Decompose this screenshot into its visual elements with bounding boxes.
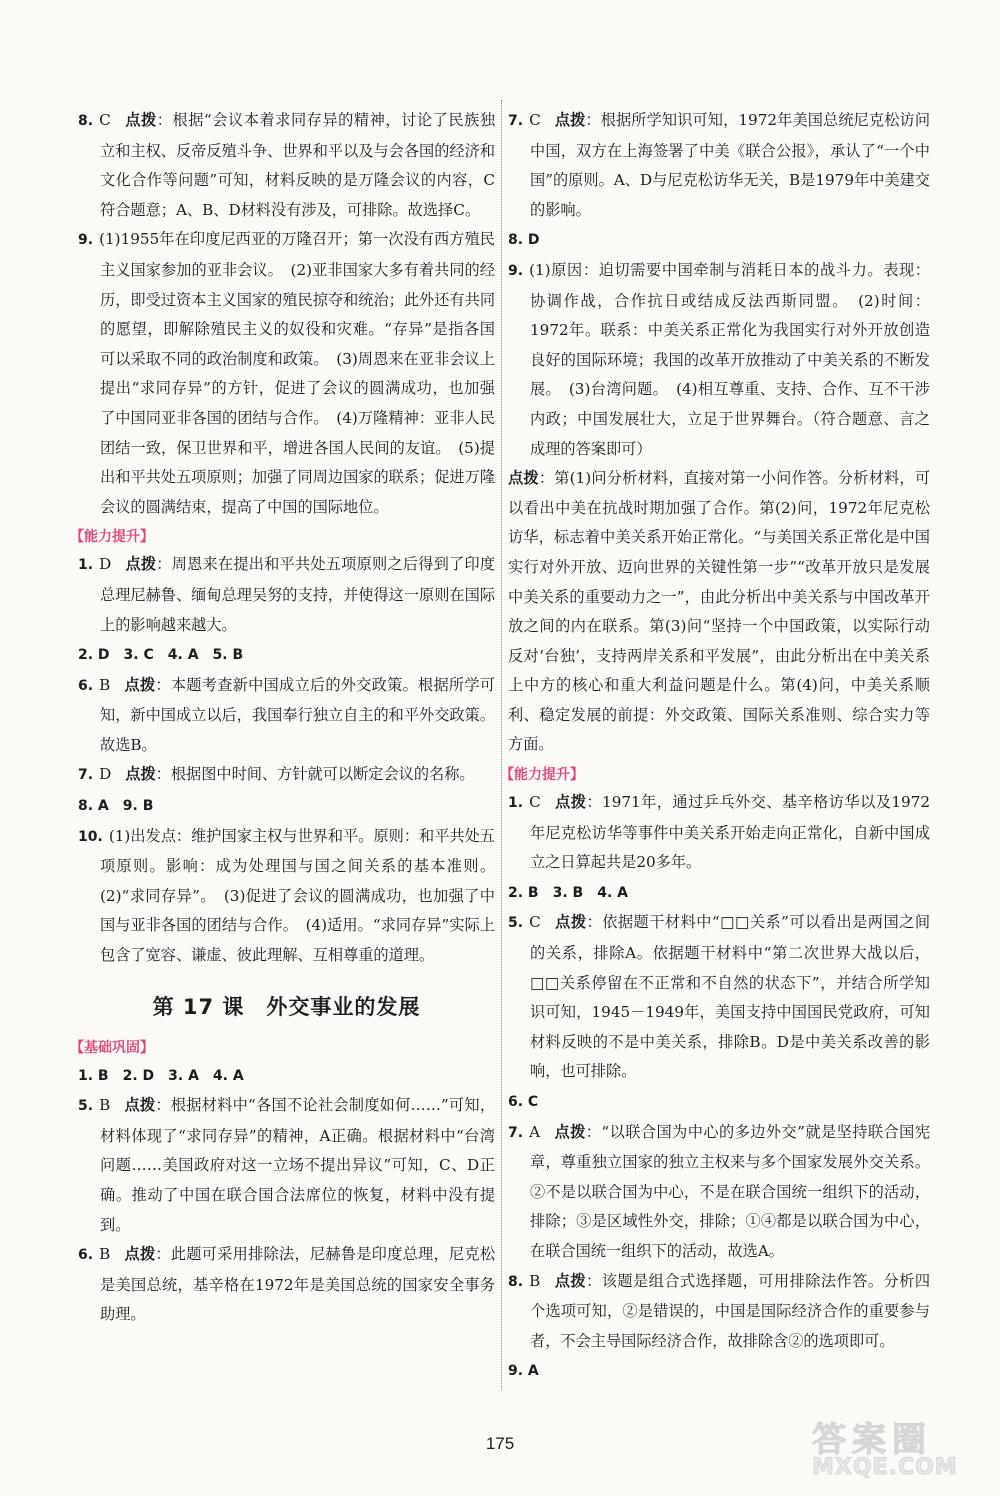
answer-item [508, 225, 930, 256]
tip-label: 点拨 [554, 111, 586, 129]
answer-choice: C [529, 111, 541, 129]
answer-number: 5. [78, 1098, 94, 1115]
answer-item [78, 106, 495, 225]
answer-choice: B [529, 1271, 541, 1290]
analysis-text: ：第(1)问分析材料，直接对第一小问作答。分析材料，可以看出中美在抗战时期加强了合作。第(2)问，1972年尼克松访华，标志着中美关系开始正常化。“与美国关系正常化是中国实行对外开放、迈向世界的关键性第一步”“改革开放只是发展中美关系的重要动力之一”，由此分析出中美关系与中国改革开放之间的内在联系。第(3)问“坚持一个中国政策，以实际行动反对‘台独’，支持两岸关系和平发展”，由此分析出在中美关系上中方的核心和重大利益问题是什么。第(4)问，中美关系顺利、稳定发展的前提：外交政策、国际关系准则、综合实力等方面。 [508, 469, 931, 754]
watermark-logo [812, 1412, 992, 1492]
answer-choice: B [99, 1096, 111, 1115]
answer-short: 9. A [508, 1363, 539, 1380]
answer-number: 6. [78, 1247, 94, 1264]
answer-item [508, 106, 930, 225]
answer-text: (1)出发点：维护国家主权与世界和平。原则：和平共处五项原则。影响：成为处理国与国之间关系的基本准则。(2)“求同存异”。 (3)促进了会议的圆满成功，也加强了中国与亚非各国的团结与合作。 (4)适用。“求同存异”实际上包含了宽容、谦虚、彼此理解、互相尊重的道理。 [100, 826, 495, 965]
answer-number: 8. [78, 113, 94, 129]
left-column [70, 106, 496, 1330]
answer-item [508, 1267, 930, 1357]
watermark-bottom: MXQE.COM [812, 1455, 958, 1480]
tip-label: 点拨 [124, 675, 156, 694]
answer-number: 1. [78, 557, 94, 574]
answer-text: (1)1955年在印度尼西亚的万隆召开；第一次没有西方殖民主义国家参加的亚非会议。 (2)亚非国家大多有着共同的经历，即受过资本主义国家的殖民掠夺和统治；此外还有共同的愿望，即解除殖民主义的奴役和灾难。“存异”是指各国可以采取不同的政治制度和政策。 (3)周恩来在亚非会议上提出“求同存异”的方针，促进了会议的圆满成功，也加强了中国同亚非各国的团结与合作。 (4)万隆精神：亚非人民团结一致，保卫世界和平，增进各国人民间的友谊。 (5)提出和平共处五项原则；加强了同周边国家的联系；促进万隆会议的圆满结束，提高了中国的国际地位。 [99, 230, 495, 516]
answer-text: ：依据题干材料中“□□关系”可以看出是两国之间的关系，排除A。依据题干材料中“第二次世界大战以后，□□关系停留在不正常和不自然的状态下”，并结合所学知识可知，1945－1949年，美国支持中国国民党政府，可知材料反映的不是中美关系，排除B。D是中美关系改善的影响，也可排除。 [530, 913, 931, 1081]
answer-short: 8. A 9. B [78, 798, 154, 815]
answer-item [508, 1087, 930, 1118]
tip-label: 点拨 [554, 1122, 586, 1141]
answer-item [78, 1091, 495, 1240]
answer-text: (1)原因：迫切需要中国牵制与消耗日本的战斗力。表现：协调作战，合作抗日或结成反法西斯同盟。 (2)时间：1972年。联系：中美关系正常化为我国实行对外开放创造良好的国际环境；我国的改革开放推动了中美关系的不断发展。 (3)台湾问题。 (4)相互尊重、支持、合作、互不干涉内政；中国发展壮大，立足于世界舞台。（符合题意、言之成理的答案即可） [529, 260, 930, 458]
section-heading: 【能力提升】 [70, 529, 154, 546]
section-heading: 【能力提升】 [500, 767, 584, 784]
answer-text: ：根据所学知识可知，1972年美国总统尼克松访问中国，双方在上海签署了中美《联合公报》，承认了“一个中国”的原则。A、D与尼克松访华无关，B是1979年中美建交的影响。 [530, 111, 931, 219]
answer-number: 7. [78, 767, 94, 784]
answer-text: ：“以联合国为中心的多边外交”就是坚持联合国宪章，尊重独立国家的独立主权来与多个国家发展外交关系。②不是以联合国为中心，不是在联合国统一组织下的活动，排除；③是区域性外交，排除；①④都是以联合国为中心，在联合国统一组织下的活动，故选A。 [530, 1122, 931, 1260]
answer-item [508, 256, 930, 464]
answer-item [78, 550, 495, 640]
answer-choice: A [529, 1122, 541, 1141]
answer-item [78, 1240, 495, 1330]
answer-text: ：根据材料中“各国不论社会制度如何……”可知，材料体现了“求同存异”的精神，A正确。根据材料中“台湾问题……美国政府对这一立场不提出异议”可知，C、D正确。推动了中国在联合国合法席位的恢复，材料中没有提到。 [100, 1096, 496, 1234]
answer-short: 2. B 3. B 4. A [508, 884, 628, 901]
answer-item [78, 225, 495, 522]
answer-item [78, 760, 495, 791]
answer-item [508, 908, 930, 1087]
answer-choice: D [99, 555, 112, 574]
lesson-title: 第 17 课 外交事业的发展 [152, 994, 421, 1019]
answer-choice: B [99, 1245, 111, 1264]
answer-text: ：周恩来在提出和平共处五项原则之后得到了印度总理尼赫鲁、缅甸总理吴努的支持，并使得这一原则在国际上的影响越来越大。 [100, 555, 495, 634]
right-column [500, 106, 931, 1387]
answer-choice: C [529, 793, 541, 812]
answer-choice: C [99, 111, 111, 129]
answer-item [78, 822, 495, 971]
page-number: 175 [485, 1434, 515, 1453]
answer-number: 7. [508, 113, 524, 129]
answer-item [508, 1118, 930, 1267]
answer-short: 8. D [508, 232, 540, 249]
answer-item [78, 791, 495, 822]
answer-short: 1. B 2. D 3. A 4. A [78, 1067, 244, 1084]
answer-item [78, 1061, 495, 1092]
answer-text: ：根据图中时间、方针就可以断定会议的名称。 [155, 765, 475, 784]
answer-choice: D [99, 765, 112, 784]
tip-label: 点拨 [125, 555, 157, 574]
tip-label: 点拨 [124, 111, 157, 129]
answer-item [508, 788, 930, 878]
answer-choice: C [529, 913, 541, 932]
answer-number: 9. [78, 232, 94, 249]
answer-number: 5. [508, 915, 524, 932]
section-heading: 【基础巩固】 [70, 1039, 154, 1056]
answer-text: ：本题考查新中国成立后的外交政策。根据所学可知，新中国成立以后，我国奉行独立自主的和平外交政策。故选B。 [100, 675, 496, 754]
answer-text: ：该题是组合式选择题，可用排除法作答。分析四个选项可知，②是错误的，中国是国际经济合作的重要参与者，不会主导国际经济合作，故排除含②的选项即可。 [530, 1271, 931, 1350]
answer-number: 1. [508, 795, 524, 812]
answer-item [78, 640, 495, 671]
answer-number: 8. [508, 1273, 524, 1290]
column-divider [501, 100, 502, 1390]
answer-text: ：根据“会议本着求同存异的精神，讨论了民族独立和主权、反帝反殖斗争、世界和平以及与会各国的经济和文化合作等问题”可知，材料反映的是万隆会议的内容，C符合题意；A、B、D材料没有涉及，可排除。故选择C。 [100, 111, 496, 219]
watermark-top: 答案圈 [812, 1420, 932, 1460]
answer-text: ：1971年，通过乒乓外交、基辛格访华以及1972年尼克松访华等事件中美关系开始走向正常化，自新中国成立之日算起共是20多年。 [530, 793, 931, 872]
answer-short: 2. D 3. C 4. A 5. B [78, 647, 244, 664]
answer-choice: B [99, 675, 111, 694]
answer-item [508, 1356, 930, 1387]
answer-number: 10. [78, 828, 103, 845]
tip-label: 点拨 [508, 469, 539, 488]
answer-short: 6. C [508, 1094, 539, 1110]
tip-label: 点拨 [554, 913, 587, 932]
answer-number: 9. [508, 262, 524, 279]
analysis-paragraph [508, 464, 930, 760]
tip-label: 点拨 [124, 1245, 156, 1264]
answer-number: 6. [78, 677, 94, 694]
tip-label: 点拨 [554, 793, 587, 812]
answer-item [508, 878, 930, 909]
answer-number: 7. [508, 1124, 524, 1141]
answer-item [78, 671, 495, 761]
tip-label: 点拨 [124, 1096, 156, 1115]
tip-label: 点拨 [125, 765, 156, 784]
tip-label: 点拨 [554, 1271, 587, 1290]
answer-text: ：此题可采用排除法，尼赫鲁是印度总理，尼克松是美国总统，基辛格在1972年是美国总统的国家安全事务助理。 [100, 1245, 496, 1324]
